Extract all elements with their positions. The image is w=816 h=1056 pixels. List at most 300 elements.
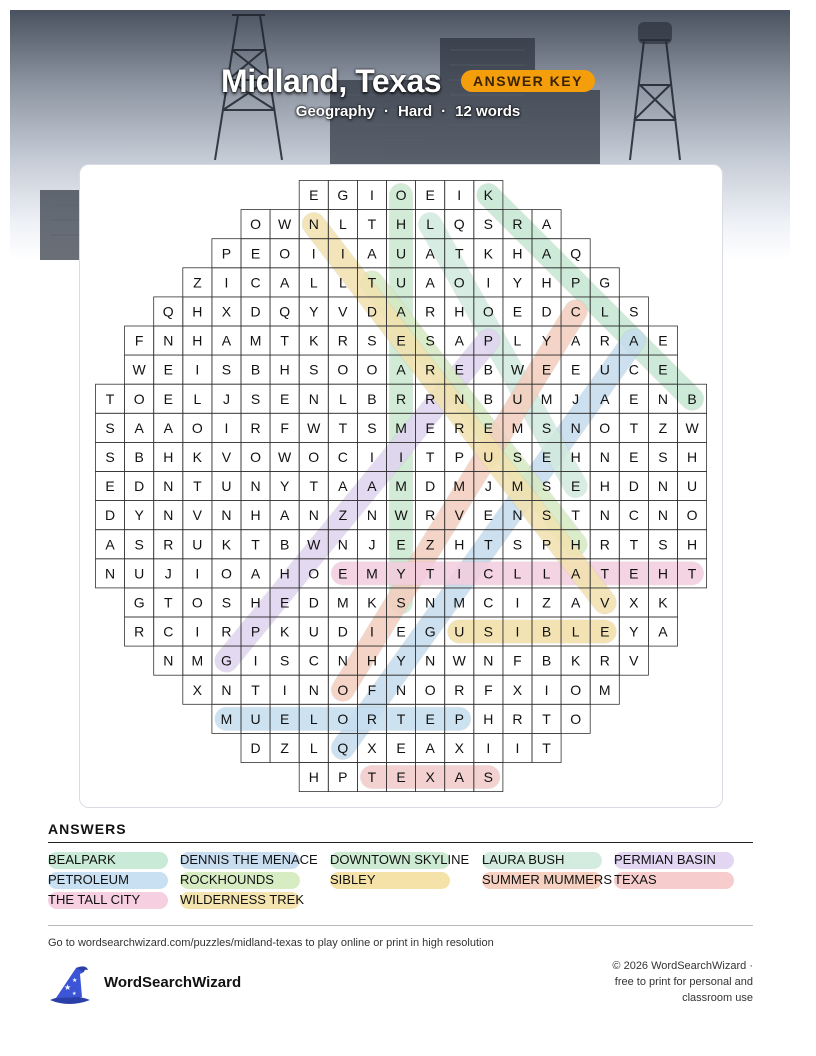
grid-letter: O xyxy=(337,681,349,698)
grid-letter: C xyxy=(628,507,639,524)
grid-letter: L xyxy=(309,739,318,756)
grid-letter: H xyxy=(279,361,290,378)
grid-letter: L xyxy=(338,274,347,291)
grid-letter: N xyxy=(395,681,407,698)
answer-word-label: BEALPARK xyxy=(48,852,116,867)
grid-letter: U xyxy=(192,536,203,553)
grid-letter: J xyxy=(222,390,230,407)
grid-letter: J xyxy=(368,536,376,553)
grid-letter: G xyxy=(599,274,611,291)
grid-letter: T xyxy=(338,419,348,436)
grid-letter: H xyxy=(250,507,261,524)
grid-letter: N xyxy=(308,681,319,698)
grid-letter: O xyxy=(366,361,378,378)
grid-letter: H xyxy=(686,536,698,553)
divider xyxy=(48,842,753,843)
grid-letter: E xyxy=(629,565,639,582)
grid-letter: A xyxy=(570,594,581,611)
answer-word xyxy=(330,851,469,869)
grid-letter: N xyxy=(657,390,669,407)
grid-letter: S xyxy=(541,419,552,436)
grid-letter: A xyxy=(367,478,377,495)
grid-letter: T xyxy=(425,565,435,582)
grid-letter: E xyxy=(454,361,464,378)
grid-letter: A xyxy=(134,419,144,436)
grid-letter: I xyxy=(195,361,200,378)
grid-letter: L xyxy=(193,390,202,407)
grid-letter: I xyxy=(515,623,520,640)
grid-letter: I xyxy=(370,448,374,465)
grid-letter: B xyxy=(541,623,552,640)
grid-letter: L xyxy=(542,565,551,582)
grid-letter: I xyxy=(457,187,462,204)
answer-word xyxy=(482,851,564,869)
grid-letter: A xyxy=(425,274,435,291)
grid-letter: O xyxy=(599,419,611,436)
grid-letter: S xyxy=(512,536,523,553)
grid-letter: Y xyxy=(309,303,319,320)
grid-letter: G xyxy=(337,187,349,204)
separator-dot: · xyxy=(441,103,447,120)
answers-list xyxy=(48,851,758,911)
grid-letter: D xyxy=(425,478,436,495)
grid-letter: N xyxy=(425,594,436,611)
grid-letter: R xyxy=(425,361,436,378)
grid-letter: S xyxy=(483,216,494,233)
grid-letter: S xyxy=(483,769,494,786)
grid-letter: S xyxy=(367,332,377,349)
grid-letter: H xyxy=(483,710,494,727)
answer-word xyxy=(48,891,140,909)
grid-letter: H xyxy=(541,274,552,291)
grid-letter: D xyxy=(541,303,552,320)
grid-letter: H xyxy=(192,303,203,320)
grid-letter: H xyxy=(454,303,465,320)
copyright xyxy=(553,958,753,1006)
answer-word-label: PERMIAN BASIN xyxy=(614,852,716,867)
grid-letter: E xyxy=(396,623,406,640)
grid-letter: S xyxy=(629,303,639,320)
grid-letter: N xyxy=(425,652,436,669)
grid-letter: B xyxy=(134,448,144,465)
grid-letter: I xyxy=(370,623,374,640)
grid-letter: D xyxy=(366,303,378,320)
grid-letter: A xyxy=(541,245,552,262)
grid-letter: M xyxy=(453,478,466,495)
grid-letter: W xyxy=(278,216,292,233)
grid-letter: G xyxy=(133,594,145,611)
grid-letter: I xyxy=(486,274,491,291)
grid-letter: N xyxy=(308,390,319,407)
grid-letter: A xyxy=(279,274,290,291)
grid-letter: A xyxy=(425,739,435,756)
grid-letter: X xyxy=(425,769,435,786)
grid-letter: A xyxy=(570,332,581,349)
grid-letter: O xyxy=(308,565,320,582)
word-count-label: 12 words xyxy=(455,103,521,120)
svg-text:★: ★ xyxy=(72,977,78,984)
grid-letter: Z xyxy=(542,594,551,611)
grid-letter: D xyxy=(134,478,145,495)
grid-letter: E xyxy=(570,478,581,495)
grid-letter: U xyxy=(308,623,319,640)
grid-letter: R xyxy=(599,332,610,349)
answer-word xyxy=(482,871,612,889)
grid-letter: O xyxy=(570,710,582,727)
grid-letter: A xyxy=(600,390,610,407)
grid-letter: L xyxy=(338,216,347,233)
grid-letter: V xyxy=(192,507,203,524)
grid-letter: N xyxy=(250,478,261,495)
grid-letter: H xyxy=(192,332,203,349)
grid-letter: C xyxy=(250,274,261,291)
grid-letter: I xyxy=(224,419,229,436)
grid-letter: S xyxy=(658,448,668,465)
grid-letter: S xyxy=(512,448,523,465)
grid-letter: U xyxy=(686,478,698,495)
grid-letter: E xyxy=(279,390,290,407)
grid-letter: M xyxy=(453,594,466,611)
grid-letter: I xyxy=(544,681,549,698)
grid-letter: I xyxy=(457,565,462,582)
grid-letter: B xyxy=(541,652,552,669)
grid-letter: W xyxy=(394,507,408,524)
grid-letter: E xyxy=(425,710,435,727)
grid-letter: W xyxy=(307,536,321,553)
grid-letter: J xyxy=(164,565,172,582)
grid-letter: Y xyxy=(629,623,639,640)
grid-letter: C xyxy=(308,652,319,669)
svg-text:★: ★ xyxy=(64,983,72,992)
grid-letter: T xyxy=(251,681,260,698)
grid-letter: H xyxy=(599,478,610,495)
puzzle-meta xyxy=(0,103,816,120)
grid-letter: O xyxy=(308,448,320,465)
grid-letter: P xyxy=(570,274,581,291)
grid-letter: A xyxy=(658,623,668,640)
grid-letter: T xyxy=(629,419,639,436)
brand-name: WordSearchWizard xyxy=(104,974,242,991)
grid-letter: R xyxy=(599,536,610,553)
grid-letter: S xyxy=(221,361,232,378)
grid-letter: M xyxy=(540,390,553,407)
grid-letter: N xyxy=(337,536,348,553)
grid-letter: E xyxy=(541,448,552,465)
grid-letter: I xyxy=(370,187,374,204)
grid-letter: X xyxy=(367,739,377,756)
grid-letter: N xyxy=(512,507,523,524)
grid-letter: A xyxy=(454,769,464,786)
grid-letter: L xyxy=(338,390,347,407)
grid-letter: T xyxy=(484,536,493,553)
answer-word-label: SUMMER MUMMERS xyxy=(482,872,612,887)
answer-key-badge: ANSWER KEY xyxy=(461,70,595,92)
grid-letter: Q xyxy=(570,245,582,262)
grid-letter: D xyxy=(308,594,319,611)
grid-letter: N xyxy=(599,448,610,465)
grid-letter: E xyxy=(425,419,435,436)
grid-letter: N xyxy=(657,478,669,495)
grid-letter: X xyxy=(512,681,523,698)
copyright-line: classroom use xyxy=(682,992,753,1004)
grid-letter: K xyxy=(279,623,290,640)
grid-letter: O xyxy=(221,565,232,582)
grid-letter: B xyxy=(367,390,377,407)
grid-letter: S xyxy=(425,332,435,349)
answer-word-label: ROCKHOUNDS xyxy=(180,872,274,887)
grid-letter: O xyxy=(337,710,349,727)
grid-letter: C xyxy=(483,594,494,611)
grid-letter: E xyxy=(483,419,494,436)
answer-word-label: TEXAS xyxy=(614,872,657,887)
grid-letter: I xyxy=(340,245,345,262)
answer-word xyxy=(48,851,116,869)
grid-letter: K xyxy=(483,187,494,204)
grid-letter: S xyxy=(367,419,377,436)
grid-letter: N xyxy=(163,652,174,669)
grid-letter: L xyxy=(600,303,609,320)
separator-dot: · xyxy=(383,103,389,120)
grid-letter: P xyxy=(454,710,464,727)
grid-letter: N xyxy=(104,565,116,582)
grid-letter: P xyxy=(541,536,552,553)
grid-letter: W xyxy=(132,361,146,378)
grid-letter: O xyxy=(250,216,261,233)
grid-letter: T xyxy=(251,536,260,553)
answer-word xyxy=(48,871,129,889)
grid-letter: H xyxy=(454,536,465,553)
grid-letter: R xyxy=(425,303,436,320)
grid-letter: R xyxy=(163,536,174,553)
grid-letter: I xyxy=(515,739,520,756)
grid-letter: R xyxy=(395,390,407,407)
grid-letter: T xyxy=(687,565,697,582)
grid-letter: S xyxy=(541,478,552,495)
grid-letter: E xyxy=(163,361,173,378)
grid-letter: T xyxy=(280,332,289,349)
grid-letter: H xyxy=(163,448,174,465)
grid-letter: T xyxy=(367,769,377,786)
grid-letter: L xyxy=(513,332,522,349)
grid-letter: O xyxy=(250,448,261,465)
grid-letter: E xyxy=(629,448,639,465)
answer-word-label: DENNIS THE MENACE xyxy=(180,852,318,867)
divider xyxy=(48,925,753,926)
grid-letter: C xyxy=(337,448,348,465)
grid-letter: I xyxy=(224,274,229,291)
grid-letter: P xyxy=(454,448,464,465)
grid-letter: E xyxy=(279,594,290,611)
grid-letter: C xyxy=(570,303,581,320)
grid-letter: M xyxy=(598,681,611,698)
grid-letter: S xyxy=(396,594,406,611)
grid-letter: R xyxy=(425,390,436,407)
grid-letter: B xyxy=(250,361,261,378)
grid-letter: T xyxy=(425,448,435,465)
grid-letter: F xyxy=(367,681,377,698)
grid-letter: I xyxy=(253,652,258,669)
grid-letter: P xyxy=(483,332,494,349)
grid-letter: H xyxy=(657,565,669,582)
grid-letter: O xyxy=(279,245,291,262)
grid-letter: D xyxy=(250,303,261,320)
answer-word-label: WILDERNESS TREK xyxy=(180,892,305,907)
answer-word xyxy=(180,871,274,889)
grid-letter: X xyxy=(629,594,639,611)
grid-letter: O xyxy=(191,419,203,436)
grid-letter: L xyxy=(309,274,318,291)
grid-letter: X xyxy=(192,681,203,698)
grid-letter: S xyxy=(250,390,261,407)
grid-letter: Z xyxy=(280,739,289,756)
grid-letter: E xyxy=(309,187,319,204)
grid-letter: N xyxy=(163,478,174,495)
grid-letter: O xyxy=(395,187,407,204)
grid-letter: N xyxy=(454,390,465,407)
grid-letter: M xyxy=(511,478,524,495)
grid-letter: M xyxy=(395,478,407,495)
grid-letter: O xyxy=(133,390,145,407)
grid-letter: K xyxy=(367,594,377,611)
grid-letter: N xyxy=(163,507,174,524)
grid-letter: A xyxy=(250,565,261,582)
grid-letter: E xyxy=(396,769,406,786)
grid-letter: N xyxy=(163,332,174,349)
grid-letter: D xyxy=(104,507,116,524)
grid-letter: G xyxy=(424,623,436,640)
answer-word xyxy=(330,871,376,889)
grid-letter: E xyxy=(279,710,290,727)
grid-letter: O xyxy=(570,681,582,698)
grid-letter: V xyxy=(629,652,639,669)
grid-letter: U xyxy=(483,448,494,465)
grid-letter: S xyxy=(541,507,552,524)
grid-letter: O xyxy=(686,507,698,524)
grid-letter: T xyxy=(396,710,406,727)
grid-letter: E xyxy=(338,565,348,582)
grid-letter: E xyxy=(541,361,552,378)
grid-letter: Y xyxy=(396,652,406,669)
grid-letter: O xyxy=(453,274,465,291)
grid-letter: S xyxy=(279,652,290,669)
grid-letter: A xyxy=(279,507,290,524)
grid-letter: Y xyxy=(512,274,523,291)
grid-letter: T xyxy=(629,536,639,553)
copyright-line: free to print for personal and xyxy=(614,976,753,988)
grid-letter: O xyxy=(424,681,436,698)
grid-letter: E xyxy=(105,478,115,495)
grid-letter: E xyxy=(570,361,581,378)
grid-letter: E xyxy=(629,390,639,407)
grid-letter: W xyxy=(685,419,699,436)
grid-letter: H xyxy=(250,594,261,611)
grid-letter: K xyxy=(658,594,668,611)
grid-letter: J xyxy=(572,390,580,407)
grid-letter: S xyxy=(483,623,494,640)
grid-letter: R xyxy=(454,419,465,436)
grid-letter: R xyxy=(221,623,232,640)
grid-letter: W xyxy=(452,652,466,669)
grid-letter: I xyxy=(282,681,287,698)
grid-letter: I xyxy=(515,594,520,611)
play-online-link[interactable]: Go to wordsearchwizard.com/puzzles/midland-texas to play online or print in high resolution xyxy=(48,937,494,949)
grid-letter: X xyxy=(221,303,232,320)
grid-letter: R xyxy=(425,507,436,524)
grid-letter: R xyxy=(250,419,261,436)
grid-letter: J xyxy=(484,478,492,495)
grid-letter: Z xyxy=(658,419,668,436)
difficulty-label: Hard xyxy=(397,103,433,120)
grid-letter: T xyxy=(542,710,551,727)
grid-letter: I xyxy=(486,739,491,756)
grid-letter: N xyxy=(570,419,581,436)
grid-letter: N xyxy=(308,507,319,524)
grid-letter: B xyxy=(483,361,494,378)
grid-letter: R xyxy=(512,710,523,727)
grid-letter: A xyxy=(425,245,435,262)
grid-letter: I xyxy=(311,245,316,262)
grid-letter: T xyxy=(454,245,464,262)
grid-letter: U xyxy=(221,478,232,495)
grid-letter: M xyxy=(220,710,233,727)
grid-letter: N xyxy=(221,507,232,524)
grid-letter: P xyxy=(250,623,261,640)
grid-letter: E xyxy=(658,361,668,378)
grid-letter: Y xyxy=(396,565,406,582)
grid-letter: E xyxy=(250,245,261,262)
grid-letter: E xyxy=(512,303,523,320)
grid-letter: W xyxy=(278,448,292,465)
grid-letter: T xyxy=(193,478,202,495)
grid-letter: A xyxy=(570,565,581,582)
grid-letter: A xyxy=(396,361,406,378)
grid-letter: Z xyxy=(338,507,348,524)
grid-letter: H xyxy=(395,216,407,233)
grid-letter: E xyxy=(396,536,406,553)
grid-letter: H xyxy=(366,652,378,669)
answer-word xyxy=(180,851,318,869)
grid-letter: R xyxy=(454,681,465,698)
grid-letter: H xyxy=(570,536,581,553)
grid-letter: C xyxy=(483,565,494,582)
wizard-hat-icon xyxy=(46,964,92,1006)
grid-letter: Y xyxy=(541,332,552,349)
page-title: Midland, Texas xyxy=(221,62,442,99)
answer-word xyxy=(180,891,304,909)
grid-letter: U xyxy=(395,245,407,262)
grid-letter: R xyxy=(366,710,378,727)
grid-letter: D xyxy=(250,739,261,756)
grid-letter: W xyxy=(307,419,321,436)
grid-letter: M xyxy=(337,594,349,611)
grid-letter: P xyxy=(221,245,232,262)
grid-letter: V xyxy=(454,507,464,524)
grid-letters xyxy=(105,187,699,785)
grid-letter: A xyxy=(221,332,232,349)
grid-letter: N xyxy=(483,652,494,669)
grid-letter: U xyxy=(134,565,145,582)
grid-letter: Y xyxy=(134,507,144,524)
grid-letter: N xyxy=(366,507,378,524)
grid-letter: Q xyxy=(453,216,465,233)
grid-letter: M xyxy=(395,419,407,436)
grid-letter: O xyxy=(482,303,494,320)
grid-letter: H xyxy=(570,448,581,465)
grid-letter: N xyxy=(337,652,348,669)
grid-letter: L xyxy=(426,216,435,233)
grid-letter: E xyxy=(163,390,173,407)
answer-word-label: PETROLEUM xyxy=(48,872,129,887)
